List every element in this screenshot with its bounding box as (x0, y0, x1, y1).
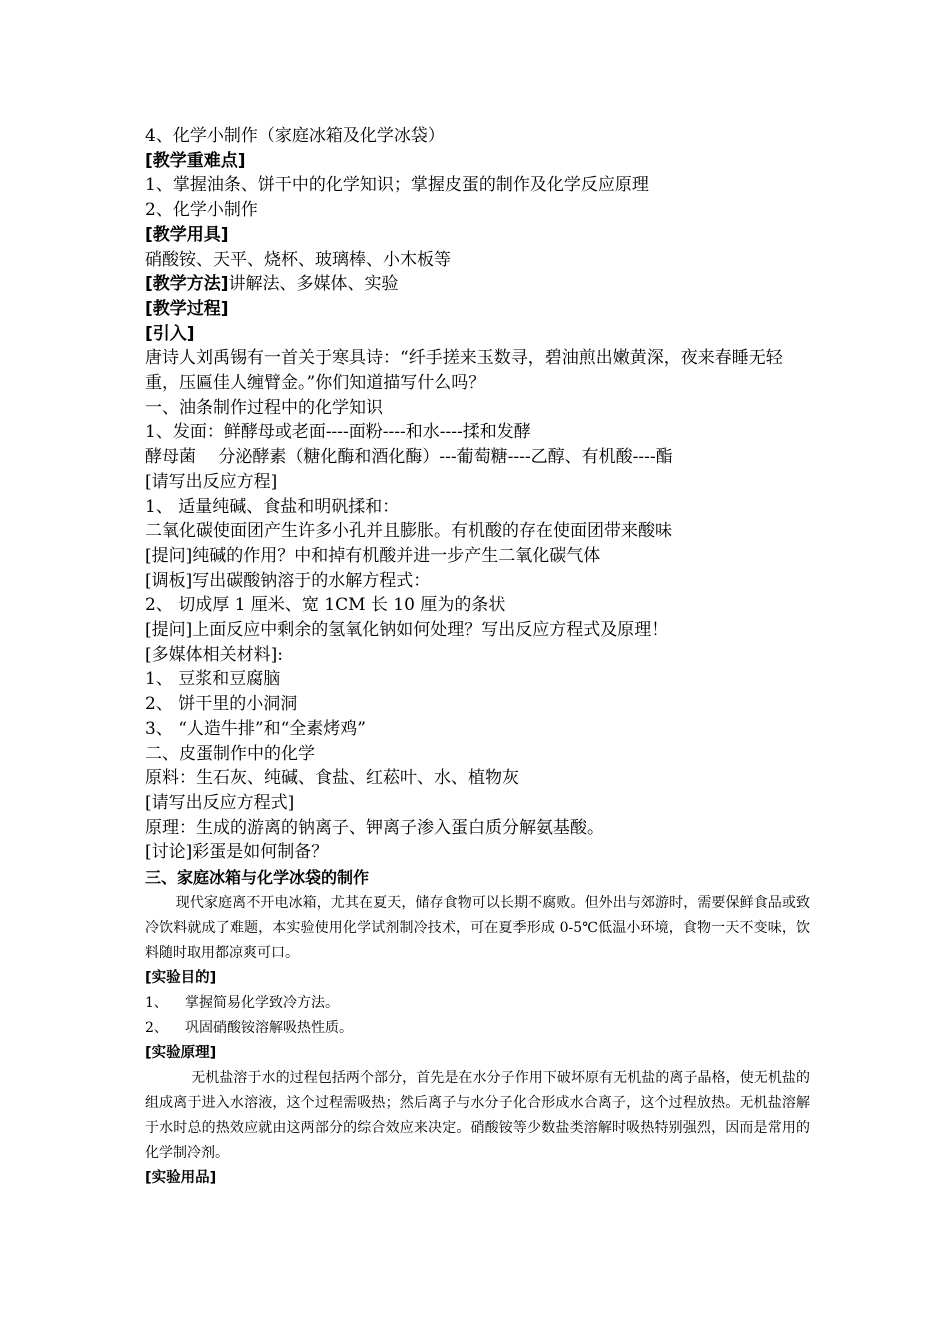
part1-question-1: [提问]纯碱的作用？中和掉有机酸并进一步产生二氧化碳气体 (145, 545, 601, 566)
process-heading: [教学过程] (145, 298, 229, 319)
part2-principle: 原理：生成的游离的钠离子、钾离子渗入蛋白质分解氨基酸。 (145, 817, 604, 838)
key-point-item: 2、化学小制作 (145, 200, 258, 221)
part3-title: 三、家庭冰箱与化学冰袋的制作 (145, 868, 370, 888)
media-item: 1、 豆浆和豆腐脑 (145, 669, 281, 690)
media-item: 2、 饼干里的小洞洞 (145, 694, 298, 715)
purpose-heading: [实验目的] (145, 970, 217, 987)
part3-intro: 现代家庭离不开电冰箱，尤其在夏天，储存食物可以长期不腐败。但外出与郊游时，需要保鲜食品或致冷饮料就成了难题，本实验使用化学试剂制冷技术，可在夏季形成 0-5℃低温小环境，食物一天不变味，饮料随时取用都凉爽可口。 (145, 895, 810, 962)
media-heading: [多媒体相关材料]: (145, 644, 283, 665)
methods-text: 讲解法、多媒体、实验 (228, 274, 399, 295)
media-item: 3、 “人造牛排”和“全素烤鸡” (145, 718, 366, 739)
part2-title: 二、皮蛋制作中的化学 (145, 743, 315, 764)
purpose-item (145, 991, 810, 1016)
part1-title: 一、油条制作过程中的化学知识 (145, 397, 383, 418)
part1-step1b: 1、 适量纯碱、食盐和明矾揉和： (145, 496, 400, 517)
part1-yeast: 酵母菌 分泌酵素（糖化酶和酒化酶）---葡萄糖----乙醇、有机酸----酯 (145, 447, 673, 468)
supplies-heading: [实验用品] (145, 1170, 217, 1187)
part2-write-eq: [请写出反应方程式] (145, 792, 295, 813)
part2-materials: 原料：生石灰、纯碱、食盐、红菘叶、水、植物灰 (145, 768, 519, 789)
purpose-item-text: 掌握简易化学致冷方法。 (185, 995, 339, 1012)
part1-step1: 1、发面：鲜酵母或老面----面粉----和水----揉和发酵 (145, 422, 531, 443)
lead-in-text: 唐诗人刘禹锡有一首关于寒具诗：“纤手搓来玉数寻，碧油煎出嫩黄深，夜来春睡无轻重，压匾佳人缠臂金。”你们知道描写什么吗？ (145, 348, 783, 394)
purpose-item-text: 巩固硝酸铵溶解吸热性质。 (185, 1020, 353, 1037)
part2-discuss: [讨论]彩蛋是如何制备？ (145, 842, 329, 863)
document-page (145, 124, 810, 1191)
tools-text: 硝酸铵、天平、烧杯、玻璃棒、小木板等 (145, 249, 451, 270)
principle-heading: [实验原理] (145, 1045, 217, 1062)
key-points-heading: [教学重难点] (145, 150, 246, 171)
part1-step2: 2、 切成厚 1 厘米、宽 1CM 长 10 厘为的条状 (145, 595, 506, 616)
lead-in-heading: [引入] (145, 323, 195, 344)
methods-heading: [教学方法] (145, 274, 229, 295)
purpose-item-number: 1、 (145, 995, 168, 1012)
key-point-item: 1、掌握油条、饼干中的化学知识；掌握皮蛋的制作及化学反应原理 (145, 175, 649, 196)
intro-item: 4、化学小制作（家庭冰箱及化学冰袋） (145, 126, 445, 146)
methods-line (145, 272, 810, 297)
part1-write-eq: [请写出反应方程] (145, 471, 278, 492)
principle-text: 无机盐溶于水的过程包括两个部分，首先是在水分子作用下破坏原有无机盐的离子晶格，使无机盐的组成离于进入水溶液，这个过程需吸热；然后离子与水分子化合形成水合离子，这个过程放热。无机盐溶解于水时总的热效应就由这两部分的综合效应来决定。硝酸铵等少数盐类溶解时吸热特别强烈，因而是常用的化学制冷剂。 (145, 1070, 810, 1162)
part1-co2: 二氧化碳使面团产生许多小孔并且膨胀。有机酸的存在使面团带来酸味 (145, 521, 672, 542)
part1-question-3: [提问]上面反应中剩余的氢氧化钠如何处理？写出反应方程式及原理！ (145, 620, 669, 641)
tools-heading: [教学用具] (145, 224, 229, 245)
purpose-item-number: 2、 (145, 1020, 168, 1037)
purpose-item (145, 1016, 810, 1041)
part1-question-2: [调板]写出碳酸钠溶于的水解方程式： (145, 570, 431, 591)
